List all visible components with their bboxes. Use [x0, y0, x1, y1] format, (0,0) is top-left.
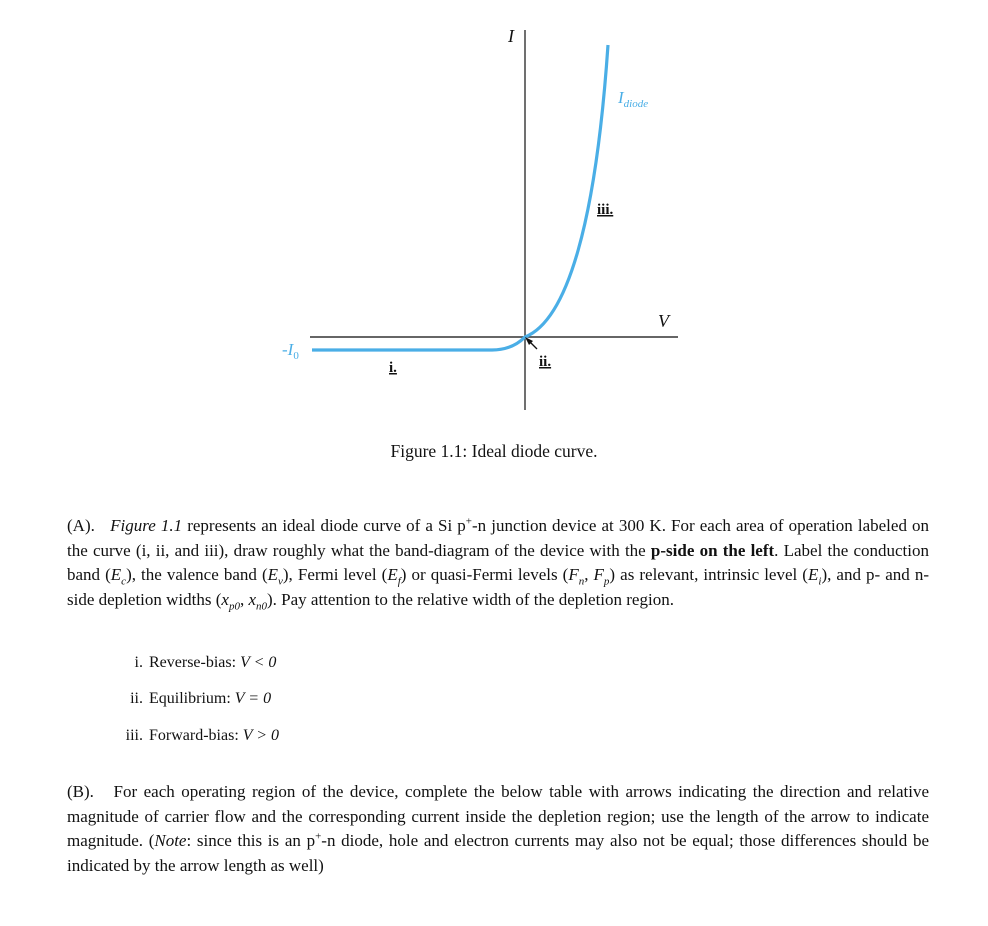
figure-caption: Figure 1.1: Ideal diode curve. [390, 441, 598, 461]
part-b-text-3: -n diode, hole and electron currents may also not be equal; those differences should be indicated by the arrow length as well) [67, 831, 929, 875]
part-a-text-2: -n junction device at 300 K. For each area of operation labeled on the curve (i, ii, and iii), draw roughly what the band-diagram of the device with the [67, 516, 930, 560]
part-a-paragraph [67, 514, 929, 612]
curve-label [617, 88, 648, 110]
axis-label-i: I [508, 26, 514, 46]
fn-sub: n [578, 575, 585, 588]
list-num: i. [134, 654, 143, 671]
list-text: Equilibrium: [149, 690, 235, 707]
xn-symbol: x [248, 589, 256, 609]
part-a-text-1: represents an ideal diode curve of a Si p [187, 516, 466, 535]
xp-sub: p0 [228, 600, 240, 613]
curve-label-main: I [618, 88, 624, 107]
fn-symbol: F [568, 565, 579, 585]
neg-i0-label [282, 340, 299, 362]
note-label: Note [154, 831, 187, 851]
p-plus-sup-b: + [315, 830, 322, 843]
p-plus-sup: + [465, 515, 472, 528]
xn-sub: n0 [256, 600, 267, 613]
xp-symbol: x [221, 589, 229, 609]
ei-symbol: E [807, 565, 819, 585]
part-b-text-1: For each operating region of the device, complete the below table with arrows indicating the direction and relative magnitude of carrier flow and the corresponding current inside the depletion region; use the length of the arrow to indicate magnitude. ( [67, 782, 930, 851]
curve-label-sub: diode [623, 98, 649, 110]
comma-2: , [239, 589, 249, 609]
figure-reference: Figure 1.1 [110, 516, 183, 535]
list-text: Reverse-bias: [149, 654, 241, 671]
axis-label-v: V [658, 311, 669, 331]
part-a-text-6: ) or quasi-Fermi levels ( [400, 565, 569, 585]
diode-curve [312, 45, 608, 350]
part-b-text-2: : since this is an p [186, 831, 316, 851]
list-item-reverse [105, 654, 276, 672]
part-a-text-3: . Label the conduction band ( [67, 540, 929, 585]
fp-symbol: F [593, 565, 604, 585]
ev-sub: v [278, 575, 283, 588]
comma-1: , [584, 565, 594, 585]
ev-symbol: E [267, 565, 278, 585]
region-label-ii: ii. [539, 354, 552, 370]
ec-sub: c [121, 575, 127, 588]
ef-symbol: E [387, 565, 398, 585]
list-math: V = 0 [234, 690, 272, 707]
list-math: V < 0 [240, 654, 277, 671]
part-a-label: (A). [67, 516, 95, 535]
region-label-iii: iii. [597, 202, 614, 218]
list-num: ii. [130, 690, 143, 707]
neg-i0-sub: 0 [293, 350, 299, 362]
part-a-text-7: ) as relevant, intrinsic level ( [609, 565, 808, 585]
neg-i0-minus: - [282, 340, 288, 359]
ef-sub: f [397, 575, 401, 588]
p-side-emphasis: p-side on the left [650, 540, 775, 560]
part-a-text-5: ), Fermi level ( [282, 565, 388, 585]
list-item-equilibrium [105, 690, 271, 708]
list-num: iii. [125, 727, 143, 744]
part-a-text-9: ). Pay attention to the relative width of the depletion region. [267, 589, 674, 609]
list-text: Forward-bias: [149, 727, 243, 744]
ec-symbol: E [110, 565, 122, 585]
fp-sub: p [603, 575, 610, 588]
neg-i0-main: I [287, 340, 294, 359]
part-a-text-8: ), and p- and n-side depletion widths ( [67, 565, 930, 609]
part-a-text-4: ), the valence band ( [126, 565, 268, 585]
part-b-label: (B). [67, 782, 94, 801]
ei-sub: i [818, 575, 822, 588]
list-item-forward [105, 727, 279, 745]
list-math: V > 0 [242, 727, 280, 744]
region-label-i: i. [389, 360, 397, 376]
part-b-paragraph [67, 780, 929, 878]
